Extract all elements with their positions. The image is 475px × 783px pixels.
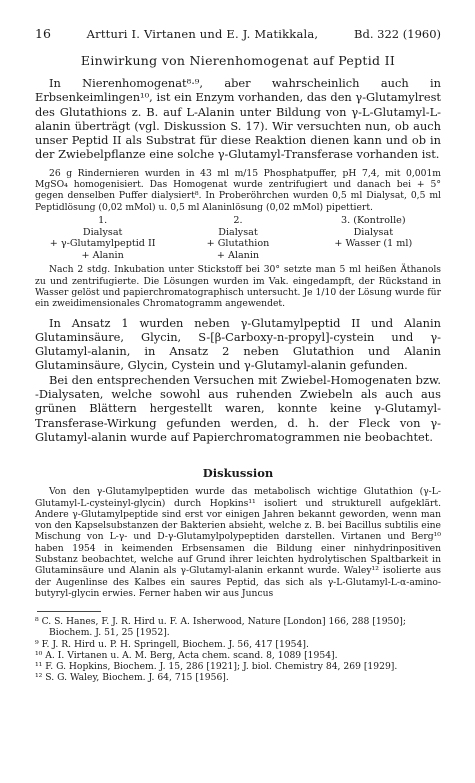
setup-column-line: + γ-Glutamylpeptid II	[49, 238, 156, 250]
paragraph-results: In Ansatz 1 wurden neben γ-Glutamylpeptid II und Alanin Glutaminsäure, Glycin, S-[β-Carboxy-n-propyl]-cystein und γ-Glutamyl-alanin, in Ansatz 2 neben Glutathion und Alanin Glutaminsäure, Glycin, Cystein und γ-Glutamyl-alanin gefunden.	[35, 315, 441, 373]
setup-column-line: + Alanin	[216, 249, 260, 261]
setup-column-line: + Wasser (1 ml)	[334, 238, 413, 250]
setup-column-2	[170, 215, 305, 261]
section-heading: Diskussion	[202, 466, 274, 481]
discussion-paragraph: Von den γ-Glutamylpeptiden wurde das metabolisch wichtige Glutathion (γ-L-Glutamyl-L-cysteinyl-glycin) durch Hopkins¹¹ isoliert und strukturell aufgeklärt. Andere γ-Glutamylpeptide sind erst vor einigen Jahren bekannt geworden, wenn man von den Kapselsubstanzen der Bakterien absieht, welche z. B. bei Bacillus subtilis eine Mischung von L-γ- und D-γ-Glutamylpolypeptiden darstellen. Virtanen und Berg¹⁰ haben 1954 in keimenden Erbsensamen die Bildung einer ninhydrinpositiven Substanz beobachtet, welche auf Grund ihrer leichten hydrolytischen Spaltbarkeit in Glutaminsäure und Alanin als γ-Glutamyl-alanin erkannt wurde. Waley¹² isolierte aus der Augenlinse des Kalbes ein saures Peptid, das sich als γ-L-Glutamyl-L-α-amino-butyryl-glycin erwies. Ferner haben wir aus Juncus	[35, 486, 441, 599]
footnote-rule	[37, 611, 101, 612]
footnote: ¹² S. G. Waley, Biochem. J. 64, 715 [1956].	[35, 672, 229, 684]
footnote: ⁹ F. J. R. Hird u. P. H. Springell, Biochem. J. 56, 417 [1954].	[35, 638, 309, 650]
setup-column-line: Dialysat	[353, 226, 394, 238]
setup-column-3	[306, 215, 441, 261]
setup-column-line: + Alanin	[81, 249, 124, 261]
footnote: ¹¹ F. G. Hopkins, Biochem. J. 15, 286 [1921]; J. biol. Chemistry 84, 269 [1929].	[35, 660, 398, 672]
setup-column-line: Dialysat	[218, 226, 258, 238]
setup-column-line: + Glutathion	[206, 238, 270, 250]
header-volume: Bd. 322 (1960)	[354, 27, 441, 41]
paragraph-onion: Bei den entsprechenden Versuchen mit Zwiebel-Homogenaten bzw. -Dialysaten, welche sowohl aus ruhenden Zwiebeln als auch aus grünen Blättern hergestellt waren, konnte keine γ-Glutamyl-Transferase-Wirkung gefunden werden, d. h. der Fleck von γ-Glutamyl-alanin wurde auf Papierchromatogrammen nie beobachtet.	[35, 372, 441, 444]
page-number: 16	[35, 26, 51, 41]
experiment-setup	[35, 215, 441, 261]
section-title: Einwirkung von Nierenhomogenat auf Peptid II	[80, 53, 396, 68]
setup-column-line: Dialysat	[82, 226, 123, 238]
running-header	[35, 26, 441, 42]
footnote: ¹⁰ A. I. Virtanen u. A. M. Berg, Acta chem. scand. 8, 1089 [1954].	[35, 649, 338, 661]
footnote: ⁸ C. S. Hanes, F. J. R. Hird u. F. A. Isherwood, Nature [London] 166, 288 [1950]; Biochem. J. 51, 25 [1952].	[35, 616, 406, 639]
setup-column-head: 1.	[98, 214, 108, 226]
header-authors: Artturi I. Virtanen und E. J. Matikkala,	[86, 27, 319, 41]
setup-column-head: 2.	[233, 214, 243, 226]
incubation-paragraph: Nach 2 stdg. Inkubation unter Stickstoff bei 30° setzte man 5 ml heißen Äthanols zu und zentrifugierte. Die Lösungen wurden im Vak. eingedampft, der Rückstand in Wasser gelöst und papierchromatographisch untersucht. Je 1/10 der Lösung wurde für ein zweidimensionales Chromatogramm angewendet.	[35, 264, 441, 310]
method-paragraph: 26 g Rindernieren wurden in 43 ml m/15 Phosphatpuffer, pH 7,4, mit 0,001m MgSO₄ homogenisiert. Das Homogenat wurde zentrifugiert und danach bei + 5° gegen denselben Puffer dialysiert⁸. In Proberöhrchen wurden 0,5 ml Dialysat, 0,5 ml Peptidlösung (0,02 mMol) u. 0,5 ml Alaninlösung (0,02 mMol) pipettiert.	[35, 167, 441, 213]
setup-column-1	[35, 215, 170, 261]
paragraph-intro: In Nierenhomogenat⁸·⁹, aber wahrscheinlich auch in Erbsenkeimlingen¹⁰, ist ein Enzym vorhanden, das den γ-Glutamylrest des Glutathions z. B. auf L-Alanin unter Bildung von γ-L-Glutamyl-L-alanin überträgt (vgl. Diskussion S. 17). Wir versuchten nun, ob auch unser Peptid II als Substrat für diese Reaktion dienen kann und ob in der Zwiebelpflanze eine solche γ-Glutamyl-Transferase vorhanden ist.	[35, 76, 441, 162]
setup-column-head: 3. (Kontrolle)	[341, 214, 406, 226]
